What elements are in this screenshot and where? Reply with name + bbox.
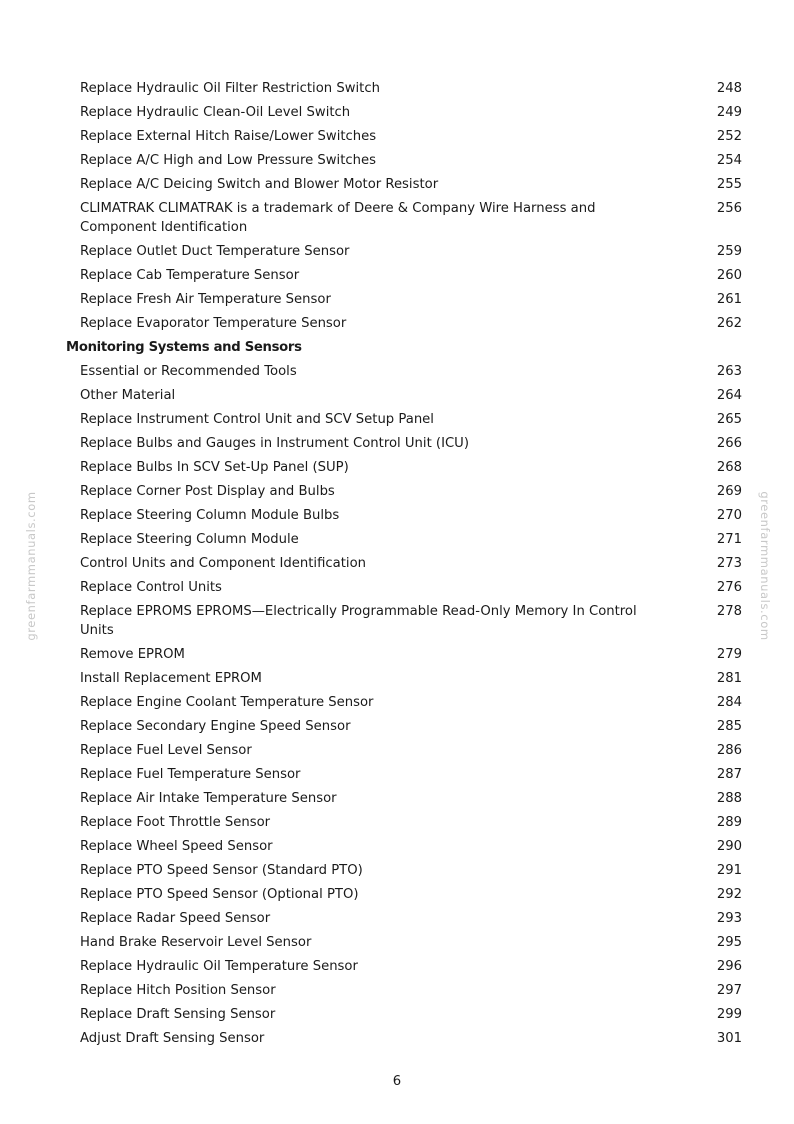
toc-entry[interactable]: [66, 76, 746, 100]
toc-entry-title: Replace Fresh Air Temperature Sensor: [80, 291, 331, 307]
toc-entry[interactable]: [66, 930, 746, 954]
toc-entry-title: Replace Radar Speed Sensor: [80, 910, 271, 926]
toc-entry[interactable]: [66, 455, 746, 479]
toc-entry-page: 284: [716, 694, 742, 710]
toc-entry[interactable]: [66, 642, 746, 666]
toc-entry[interactable]: [66, 287, 746, 311]
toc-entry-page: 270: [716, 507, 742, 523]
toc-entry[interactable]: [66, 882, 746, 906]
toc-entry-title: Other Material: [80, 387, 176, 403]
toc-entry-page: 248: [716, 80, 742, 96]
page-number: 6: [392, 1074, 402, 1089]
toc-entry[interactable]: [66, 599, 746, 642]
toc-entry-page: 254: [716, 152, 742, 168]
toc-entry-page: 261: [716, 291, 742, 307]
toc-entry[interactable]: [66, 834, 746, 858]
toc-entry[interactable]: [66, 954, 746, 978]
toc-entry-title: Replace Hydraulic Clean-Oil Level Switch: [80, 104, 351, 120]
toc-entry-title: Control Units and Component Identification: [80, 555, 366, 571]
toc-entry[interactable]: [66, 359, 746, 383]
toc-entry[interactable]: [66, 1026, 746, 1050]
toc-entry-title: Replace Hydraulic Oil Temperature Sensor: [80, 958, 358, 974]
toc-entry-title: Replace Corner Post Display and Bulbs: [80, 483, 335, 499]
toc-entry-page: 289: [716, 814, 742, 830]
toc-entry-title: Replace Engine Coolant Temperature Sensor: [80, 694, 374, 710]
toc-entry-title: Replace Foot Throttle Sensor: [80, 814, 271, 830]
toc-entry[interactable]: [66, 575, 746, 599]
toc-entry-title: Replace Bulbs In SCV Set-Up Panel (SUP): [80, 459, 349, 475]
toc-entry-page: 292: [716, 886, 742, 902]
toc-entry-title: Replace Hitch Position Sensor: [80, 982, 276, 998]
toc-entry[interactable]: [66, 738, 746, 762]
toc-entry[interactable]: [66, 172, 746, 196]
toc-entry[interactable]: [66, 978, 746, 1002]
watermark-left: greenfarmmanuals.com: [24, 491, 38, 641]
toc-entry-page: 264: [716, 387, 742, 403]
toc-entry-page: 256: [716, 200, 742, 216]
toc-entry-title: Replace A/C Deicing Switch and Blower Motor Resistor: [80, 176, 439, 192]
toc-entry-page: 273: [716, 555, 742, 571]
toc-entry-title: Replace Air Intake Temperature Sensor: [80, 790, 337, 806]
toc-entry-title: Replace Bulbs and Gauges in Instrument Control Unit (ICU): [80, 435, 469, 451]
toc-entry-page: 293: [716, 910, 742, 926]
toc-entry[interactable]: [66, 666, 746, 690]
toc-entry-title: Replace PTO Speed Sensor (Optional PTO): [80, 886, 359, 902]
toc-entry-page: 281: [716, 670, 742, 686]
watermark-right: greenfarmmanuals.com: [758, 491, 772, 641]
toc-entry-title: Replace Hydraulic Oil Filter Restriction Switch: [80, 80, 380, 96]
toc-entry-page: 268: [716, 459, 742, 475]
toc-entry-title: Replace Fuel Level Sensor: [80, 742, 252, 758]
toc-entry-page: 266: [716, 435, 742, 451]
toc-entry-page: 252: [716, 128, 742, 144]
toc-entry[interactable]: [66, 527, 746, 551]
toc-entry[interactable]: [66, 690, 746, 714]
toc-entry[interactable]: [66, 1002, 746, 1026]
toc-entry-title: Replace Draft Sensing Sensor: [80, 1006, 276, 1022]
toc-entry[interactable]: [66, 263, 746, 287]
toc-entry-title: Replace EPROMS EPROMS—Electrically Programmable Read-Only Memory In Control Units: [80, 603, 637, 638]
toc-entry-title: Replace Steering Column Module: [80, 531, 299, 547]
toc-entry-page: 295: [716, 934, 742, 950]
toc-entry-title: Replace Wheel Speed Sensor: [80, 838, 273, 854]
toc-entry-page: 265: [716, 411, 742, 427]
toc-entry-page: 296: [716, 958, 742, 974]
toc-entry-page: 288: [716, 790, 742, 806]
toc-entry-title: Replace Secondary Engine Speed Sensor: [80, 718, 351, 734]
toc-entry[interactable]: [66, 239, 746, 263]
toc-entry-title: CLIMATRAK CLIMATRAK is a trademark of Deere & Company Wire Harness and Component Identification: [80, 200, 596, 235]
toc-entry-title: Remove EPROM: [80, 646, 185, 662]
toc-entry-title: Replace Evaporator Temperature Sensor: [80, 315, 347, 331]
toc-entry[interactable]: [66, 551, 746, 575]
toc-entry-page: 301: [716, 1030, 742, 1046]
toc-entry[interactable]: [66, 762, 746, 786]
toc-entry-title: Adjust Draft Sensing Sensor: [80, 1030, 265, 1046]
toc-entry-page: 287: [716, 766, 742, 782]
toc-group-b: [66, 359, 746, 1050]
toc-group-a: [66, 76, 746, 335]
toc-entry-title: Replace Instrument Control Unit and SCV Setup Panel: [80, 411, 434, 427]
toc-entry-page: 249: [716, 104, 742, 120]
toc-entry-title: Essential or Recommended Tools: [80, 363, 297, 379]
toc-entry[interactable]: [66, 431, 746, 455]
toc-entry[interactable]: [66, 906, 746, 930]
toc-entry-page: 271: [716, 531, 742, 547]
toc-entry[interactable]: [66, 714, 746, 738]
toc-entry-title: Replace Outlet Duct Temperature Sensor: [80, 243, 350, 259]
toc-entry[interactable]: [66, 100, 746, 124]
toc-entry-title: Replace Cab Temperature Sensor: [80, 267, 300, 283]
toc-entry[interactable]: [66, 858, 746, 882]
toc-entry-page: 290: [716, 838, 742, 854]
toc-entry[interactable]: [66, 311, 746, 335]
toc-entry-page: 299: [716, 1006, 742, 1022]
toc-entry-title: Install Replacement EPROM: [80, 670, 262, 686]
toc-entry[interactable]: [66, 810, 746, 834]
toc-entry-title: Hand Brake Reservoir Level Sensor: [80, 934, 312, 950]
toc-entry[interactable]: [66, 383, 746, 407]
toc-entry-page: 255: [716, 176, 742, 192]
toc-entry-page: 285: [716, 718, 742, 734]
toc-entry-title: Replace External Hitch Raise/Lower Switches: [80, 128, 377, 144]
toc-entry-page: 260: [716, 267, 742, 283]
toc-entry-page: 263: [716, 363, 742, 379]
toc-entry-page: 286: [716, 742, 742, 758]
toc-entry-page: 278: [716, 603, 742, 619]
toc-entry[interactable]: [66, 148, 746, 172]
toc-entry-page: 279: [716, 646, 742, 662]
toc-entry-title: Replace PTO Speed Sensor (Standard PTO): [80, 862, 363, 878]
section-heading: Monitoring Systems and Sensors: [66, 339, 302, 355]
toc-entry-title: Replace Fuel Temperature Sensor: [80, 766, 301, 782]
toc-entry[interactable]: [66, 407, 746, 431]
toc-entry[interactable]: [66, 786, 746, 810]
table-of-contents: [66, 76, 746, 1050]
toc-entry-page: 276: [716, 579, 742, 595]
toc-entry-page: 259: [716, 243, 742, 259]
toc-entry-page: 297: [716, 982, 742, 998]
toc-entry-title: Replace A/C High and Low Pressure Switches: [80, 152, 376, 168]
toc-entry[interactable]: [66, 124, 746, 148]
toc-entry[interactable]: [66, 196, 746, 239]
toc-entry[interactable]: [66, 503, 746, 527]
toc-entry[interactable]: [66, 479, 746, 503]
toc-entry-page: 262: [716, 315, 742, 331]
toc-entry-page: 269: [716, 483, 742, 499]
toc-entry-title: Replace Control Units: [80, 579, 222, 595]
toc-entry-page: 291: [716, 862, 742, 878]
toc-entry-title: Replace Steering Column Module Bulbs: [80, 507, 340, 523]
